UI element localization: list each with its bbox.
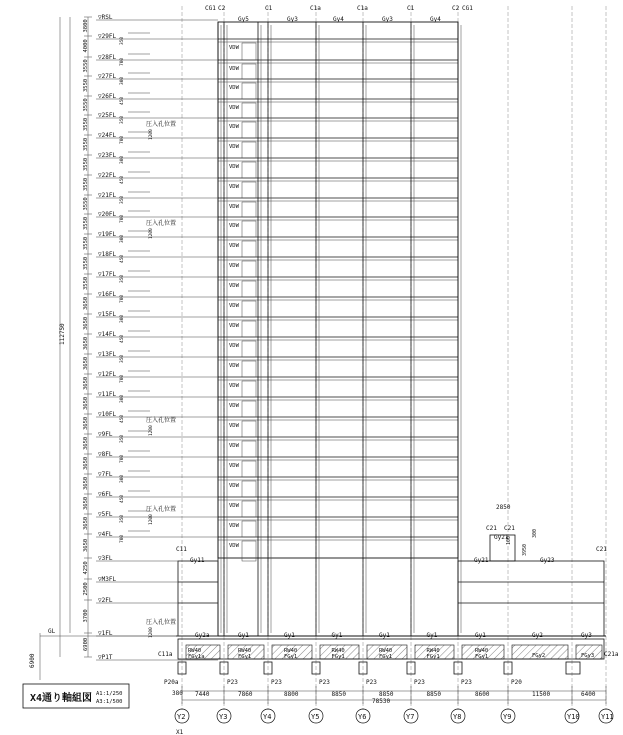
vdw-label: VDW [229, 263, 239, 269]
c21a-label: C21 [486, 525, 497, 532]
gy21-label: Gy21 [494, 534, 509, 541]
fgy1a-label: FGy1a [188, 654, 205, 660]
axis-x1-label: X1 [176, 729, 184, 735]
damper-rect [242, 361, 256, 377]
damper-rect [242, 241, 256, 257]
damper-rect [242, 481, 256, 497]
beam-depth-dim: 700 [120, 374, 125, 383]
vdw-label: VDW [229, 204, 239, 210]
vdw-label: VDW [229, 283, 239, 289]
damper-rect [242, 64, 256, 79]
beam-depth-dim: 700 [120, 534, 125, 543]
floor-label: ▽12FL [98, 371, 117, 378]
beam-depth-dim: 300 [120, 155, 125, 164]
c21b-label: C21 [504, 525, 515, 532]
damper-rect [242, 281, 256, 297]
floor-height-dim: 3550 [83, 276, 89, 290]
damper-rect [242, 381, 256, 397]
pile-cap [566, 662, 580, 674]
vdw-label: VDW [229, 243, 239, 249]
floor-label: ▽20FL [98, 211, 117, 218]
top-member-label: Gy4 [430, 16, 441, 23]
scale-a3: A3:1/500 [96, 699, 123, 705]
damper-rect [242, 441, 256, 457]
base-height-dim: 6900 [29, 653, 36, 668]
floor-label: ▽24FL [98, 132, 117, 139]
beam-depth-dim: 350 [120, 434, 125, 443]
floor-height-dim: 3800 [83, 19, 89, 33]
top-member-label: Gy3 [287, 16, 298, 23]
damper-rect [242, 401, 256, 417]
floor-height-dim: 3550 [83, 59, 89, 73]
total-height-dim: 112750 [59, 323, 66, 345]
floor-label: ▽4FL [98, 531, 113, 538]
damper-rect [242, 501, 256, 517]
top-member-label: CG1 [205, 5, 216, 12]
gl-label: GL [48, 628, 56, 635]
floor-height-dim: 3550 [83, 157, 89, 171]
press-hole-dim: 1200 [149, 627, 154, 638]
floor-label: ▽29FL [98, 33, 117, 40]
beam-depth-dim: 300 [120, 314, 125, 323]
rw40-label: RW40 [475, 648, 489, 654]
vdw-label: VDW [229, 164, 239, 170]
span-dim: 8850 [331, 691, 346, 698]
fgy-label: FGy1 [238, 654, 252, 660]
vdw-label: VDW [229, 523, 239, 529]
damper-rect [242, 421, 256, 437]
beam-depth-dim: 700 [120, 214, 125, 223]
floor-label: ▽19FL [98, 231, 117, 238]
axis-label-y10: Y10 [567, 713, 580, 721]
rw40-label: RW40 [284, 648, 298, 654]
floor-label: ▽2FL [98, 597, 113, 604]
beam-depth-dim: 700 [120, 57, 125, 66]
ground-beam-label: Gy2 [532, 632, 543, 639]
floor-height-dim: 4000 [83, 39, 89, 53]
top-member-label: C1 [407, 5, 415, 12]
floor-height-dim: 3550 [83, 236, 89, 250]
left-edge-dim: 380 [172, 690, 183, 697]
ground-beam-label: Gy1 [475, 632, 486, 639]
axis-label-y7: Y7 [406, 713, 415, 721]
vdw-label: VDW [229, 45, 239, 51]
c21-label: C21 [596, 546, 607, 553]
floor-label: ▽11FL [98, 391, 117, 398]
beam-depth-dim: 450 [120, 414, 125, 423]
floor-height-dim: 3650 [83, 396, 89, 410]
floor-height-dim: 3550 [83, 197, 89, 211]
fgy-label: FGy1 [284, 654, 298, 660]
axis-label-y4: Y4 [263, 713, 272, 721]
vdw-label: VDW [229, 543, 239, 549]
dim-3950: 3950 [522, 543, 528, 556]
damper-rect [242, 162, 256, 178]
ground-beam-label: Gy1 [426, 632, 438, 639]
span-dim: 6400 [581, 691, 596, 698]
axis-label-y9: Y9 [503, 713, 512, 721]
floor-height-dim: 4250 [83, 561, 89, 575]
axis-label-y11: Y11 [601, 713, 614, 721]
vdw-label: VDW [229, 503, 239, 509]
gy11-label: Gy11 [190, 557, 205, 564]
vdw-label: VDW [229, 323, 239, 329]
axis-label-y8: Y8 [453, 713, 462, 721]
damper-rect [242, 83, 256, 99]
c21a-label: C21a [604, 651, 619, 658]
axis-label-y6: Y6 [358, 713, 367, 721]
top-member-label: Gy5 [238, 16, 249, 23]
ground-beam-label: Gy1 [379, 632, 390, 639]
pile-label: P20a [164, 679, 179, 686]
beam-depth-dim: 350 [120, 514, 125, 523]
floor-label: ▽25FL [98, 112, 117, 119]
vdw-label: VDW [229, 343, 239, 349]
damper-rect [242, 261, 256, 277]
floor-label: ▽8FL [98, 451, 113, 458]
floor-label: ▽28FL [98, 54, 117, 61]
top-member-label: C1a [357, 5, 368, 12]
span-dim: 8850 [379, 691, 394, 698]
gy23-label: Gy23 [540, 557, 555, 564]
vdw-label: VDW [229, 463, 239, 469]
floor-label: ▽P1T [98, 654, 113, 661]
vdw-label: VDW [229, 423, 239, 429]
floor-height-dim: 3550 [83, 216, 89, 230]
press-hole-dim: 1200 [149, 129, 154, 140]
floor-height-dim: 3550 [83, 78, 89, 92]
floor-height-dim: 3550 [83, 137, 89, 151]
floor-height-dim: 3650 [83, 336, 89, 350]
press-hole-label: 圧入孔位置 [146, 220, 177, 227]
gy21b-label: Gy21 [474, 557, 489, 564]
grid-lines [175, 6, 614, 723]
vdw-label: VDW [229, 443, 239, 449]
beam-depth-dim: 450 [120, 254, 125, 263]
floor-height-dim: 3550 [83, 256, 89, 270]
floor-height-dim: 3650 [83, 496, 89, 510]
axis-label-y5: Y5 [311, 713, 320, 721]
floor-label: ▽18FL [98, 251, 117, 258]
floor-label: ▽27FL [98, 73, 117, 80]
top-member-label: C1a [310, 5, 321, 12]
vdw-label: VDW [229, 184, 239, 190]
floor-height-dim: 3550 [83, 177, 89, 191]
vdw-label: VDW [229, 303, 239, 309]
lowrise-left-block [178, 561, 218, 636]
damper-rect [242, 103, 256, 118]
damper-rect [242, 461, 256, 477]
pile-label: P23 [414, 679, 425, 686]
floor-label: ▽21FL [98, 192, 117, 199]
beam-depth-dim: 700 [120, 454, 125, 463]
beam-depth-dim: 350 [120, 274, 125, 283]
damper-rect [242, 301, 256, 317]
ground-beam-label: Gy3 [581, 632, 592, 639]
press-hole-label: 圧入孔位置 [146, 417, 177, 424]
floor-height-dim: 6900 [83, 637, 89, 651]
floor-label: ▽22FL [98, 172, 117, 179]
beam-depth-dim: 350 [120, 195, 125, 204]
beam-depth-dim: 350 [120, 354, 125, 363]
top-member-label: C1 [265, 5, 273, 12]
span-dim: 8600 [475, 691, 490, 698]
floor-height-dim: 3650 [83, 376, 89, 390]
span-dim: 7440 [195, 691, 210, 698]
floor-label: ▽10FL [98, 411, 117, 418]
pile-label: P23 [271, 679, 282, 686]
beam-depth-dim: 700 [120, 294, 125, 303]
fgy-label: FGy1 [379, 654, 393, 660]
member-labels [146, 5, 619, 686]
floor-height-dim: 2500 [83, 582, 89, 596]
vdw-label: VDW [229, 105, 239, 111]
floor-label: ▽15FL [98, 311, 117, 318]
fgy-label: FGy1 [426, 654, 440, 660]
floor-height-dim: 3650 [83, 436, 89, 450]
pile-label: P23 [227, 679, 238, 686]
span-dim: 8850 [426, 691, 441, 698]
top-member-label: Gy4 [333, 16, 344, 23]
floor-label: ▽13FL [98, 351, 117, 358]
floor-label: ▽M3FL [98, 576, 117, 583]
rw40-label: RW40 [379, 648, 393, 654]
rw40-label: RW40 [426, 648, 440, 654]
damper-rect [242, 142, 256, 158]
beam-depth-dim: 300 [120, 234, 125, 243]
beam-depth-dim: 700 [120, 135, 125, 144]
span-dim: 7860 [238, 691, 253, 698]
vdw-label: VDW [229, 223, 239, 229]
ground-beam-label: Gy1 [331, 632, 343, 639]
tower-outline [218, 22, 458, 558]
beam-depth-dim: 450 [120, 175, 125, 184]
floor-height-dim: 3650 [83, 516, 89, 530]
floor-height-dim: 3650 [83, 456, 89, 470]
floor-height-dim: 3650 [83, 416, 89, 430]
lowrise-right-block [458, 561, 604, 636]
floor-label: ▽3FL [98, 555, 113, 562]
top-member-label: Gy3 [382, 16, 393, 23]
press-hole-dim: 1200 [149, 228, 154, 239]
damper-rect [242, 182, 256, 198]
press-hole-label: 圧入孔位置 [146, 121, 177, 128]
floor-label: ▽1FL [98, 630, 113, 637]
ground-beam-label: Gy1 [284, 632, 295, 639]
floor-label: ▽17FL [98, 271, 117, 278]
vdw-label: VDW [229, 403, 239, 409]
span-dim: 11500 [532, 691, 551, 698]
fgy-label: FGy2 [532, 653, 546, 659]
top-member-label: C2 [218, 5, 226, 12]
pile-label: P23 [319, 679, 330, 686]
scale-a1: A1:1/250 [96, 691, 123, 697]
ground-beam-label: Gy2a [195, 632, 210, 639]
floor-height-dim: 3650 [83, 538, 89, 552]
floor-label: ▽23FL [98, 152, 117, 159]
floor-label: ▽14FL [98, 331, 117, 338]
floor-label: ▽RSL [98, 14, 113, 21]
floor-label: ▽7FL [98, 471, 113, 478]
fgy-label: FGy1 [331, 654, 345, 660]
axis-label-y3: Y3 [219, 713, 228, 721]
pile-label: P23 [461, 679, 472, 686]
pile-label: P20 [511, 679, 522, 686]
top-member-label: C2 [452, 5, 460, 12]
vdw-label: VDW [229, 124, 239, 130]
beam-depth-dim: 300 [120, 474, 125, 483]
floor-height-dim: 3650 [83, 296, 89, 310]
rw40-label: RW40 [238, 648, 252, 654]
drawing-title: X4通り軸組図 [30, 693, 93, 704]
span-dim: 8800 [284, 691, 299, 698]
damper-rect [242, 521, 256, 537]
total-span-dim: 78530 [372, 698, 391, 705]
press-hole-label: 圧入孔位置 [146, 619, 177, 626]
floor-label: ▽6FL [98, 491, 113, 498]
beam-depth-dim: 300 [120, 394, 125, 403]
c11-label: C11 [176, 546, 187, 553]
beam-depth-dim: 300 [120, 76, 125, 85]
beam-depth-dim: 350 [120, 36, 125, 45]
press-hole-label: 圧入孔位置 [146, 506, 177, 513]
damper-rect [242, 321, 256, 337]
beam-depth-dim: 450 [120, 96, 125, 105]
vdw-label: VDW [229, 144, 239, 150]
c11a-label: C11a [158, 651, 173, 658]
rw40-label: RW40 [188, 648, 202, 654]
damper-rect [242, 43, 256, 60]
press-hole-dim: 1200 [149, 514, 154, 525]
dim-2850: 2850 [496, 504, 511, 511]
vdw-label: VDW [229, 483, 239, 489]
damper-rect [242, 202, 256, 217]
floor-height-dim: 3550 [83, 98, 89, 112]
floor-label: ▽16FL [98, 291, 117, 298]
vdw-label: VDW [229, 383, 239, 389]
damper-rect [242, 341, 256, 357]
damper-rect [242, 221, 256, 237]
dim-300: 300 [532, 528, 538, 538]
floor-height-dim: 3650 [83, 476, 89, 490]
floor-label: ▽5FL [98, 511, 113, 518]
ground-beam-label: Gy1 [238, 632, 249, 639]
axis-label-y2: Y2 [177, 713, 186, 721]
fgy-label: FGy1 [475, 654, 489, 660]
floor-height-dim: 3700 [83, 609, 89, 623]
floor-height-dim: 3650 [83, 356, 89, 370]
beam-depth-dim: 450 [120, 334, 125, 343]
beam-depth-dim: 350 [120, 115, 125, 124]
floor-label: ▽26FL [98, 93, 117, 100]
floor-height-dim: 3550 [83, 117, 89, 131]
damper-rect [242, 122, 256, 138]
vdw-label: VDW [229, 363, 239, 369]
dim-100: 100 [506, 535, 512, 545]
beam-depth-dim: 450 [120, 494, 125, 503]
press-hole-dim: 1200 [149, 425, 154, 436]
fgy-label: FGy3 [581, 653, 595, 659]
floor-label: ▽9FL [98, 431, 113, 438]
rw40-label: RW40 [331, 648, 345, 654]
top-member-label: CG1 [462, 5, 473, 12]
vdw-label: VDW [229, 85, 239, 91]
vdw-label: VDW [229, 66, 239, 72]
floor-height-dim: 3650 [83, 316, 89, 330]
pile-label: P23 [366, 679, 377, 686]
